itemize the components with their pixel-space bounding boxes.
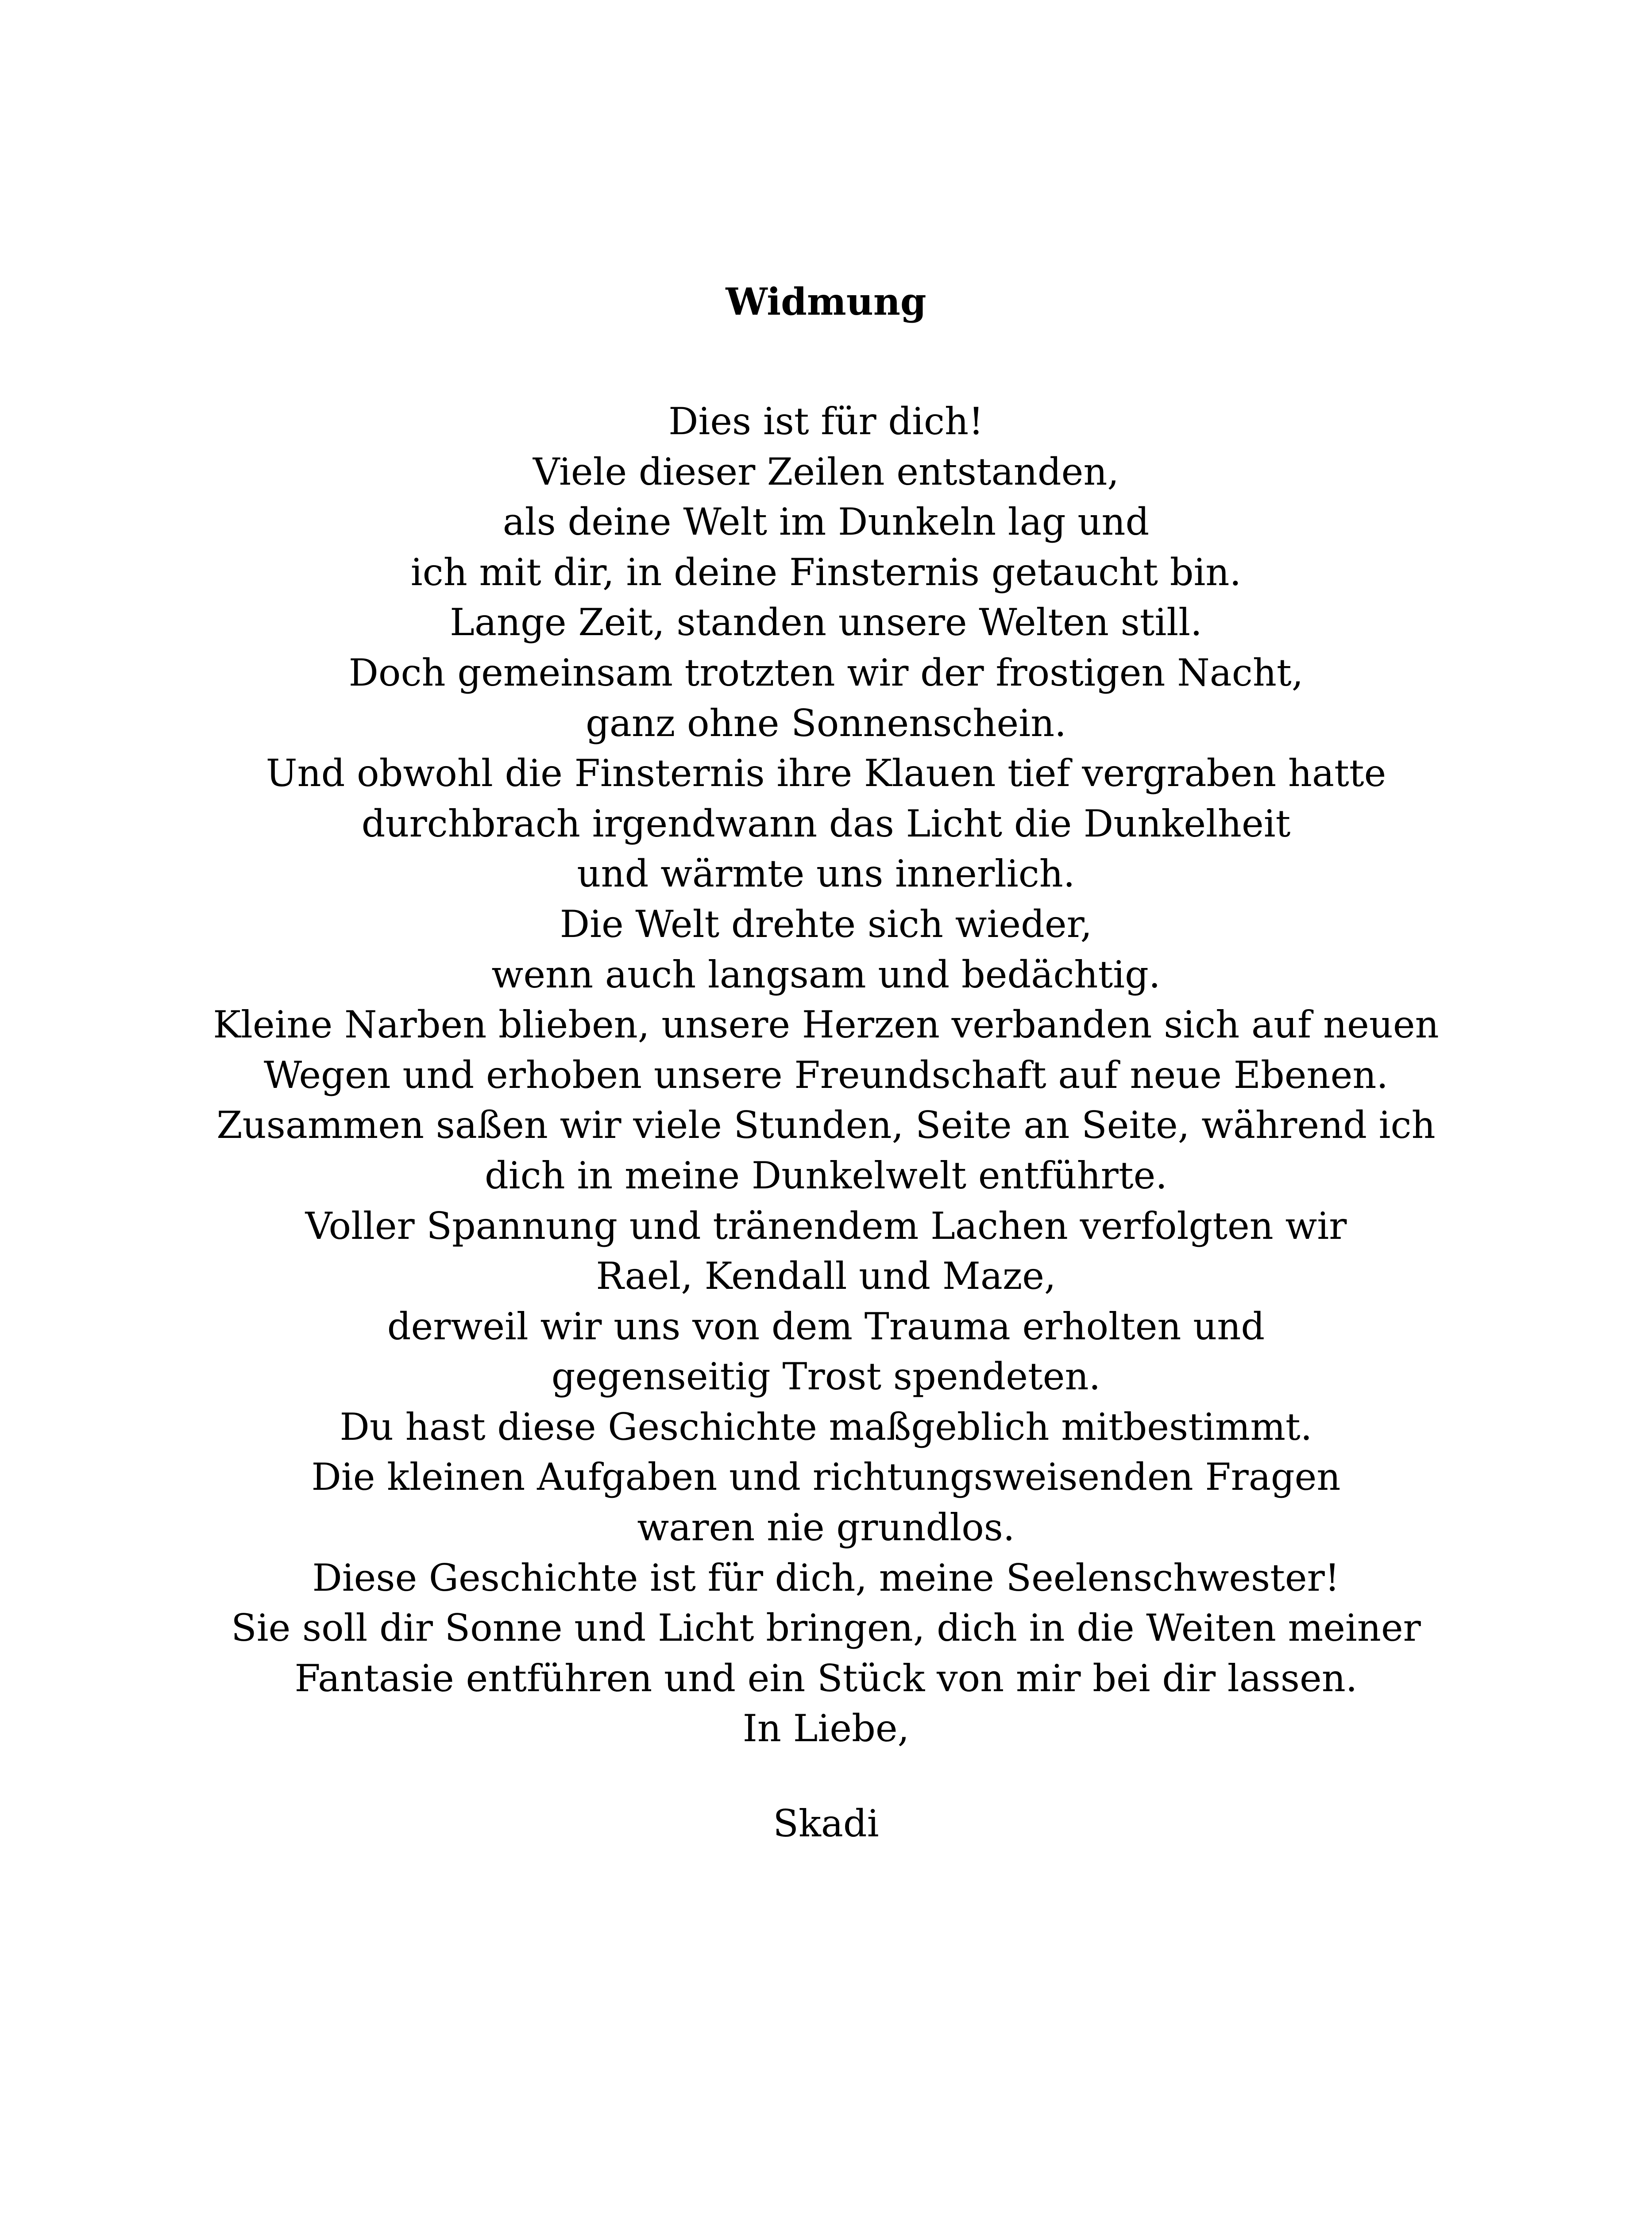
poem-line: Kleine Narben blieben, unsere Herzen verbanden sich auf neuen [213,1003,1439,1047]
poem-line: Die Welt drehte sich wieder, [560,902,1092,946]
poem-line: derweil wir uns von dem Trauma erholten und [387,1304,1265,1348]
poem-line: wenn auch langsam und bedächtig. [491,952,1161,996]
signature: Skadi [773,1802,879,1845]
poem-line: Lange Zeit, standen unsere Welten still. [450,601,1202,644]
poem-line: Viele dieser Zeilen entstanden, [533,450,1119,493]
poem-line: dich in meine Dunkelwelt entführte. [484,1153,1168,1197]
poem-line: ich mit dir, in deine Finsternis getaucht bin. [410,550,1242,594]
poem-line: ganz ohne Sonnenschein. [586,701,1066,745]
poem-line: waren nie grundlos. [637,1506,1015,1550]
page-title: Widmung [726,280,926,324]
poem-line: gegenseitig Trost spendeten. [551,1355,1101,1399]
poem-line: Doch gemeinsam trotzten wir der frostigen Nacht, [348,651,1304,694]
poem-line: Die kleinen Aufgaben und richtungsweisenden Fragen [311,1455,1341,1499]
dedication-text [0,397,1652,1754]
poem-line: Fantasie entführen und ein Stück von mir bei dir lassen. [294,1656,1358,1700]
poem-line: Sie soll dir Sonne und Licht bringen, dich in die Weiten meiner [231,1606,1421,1650]
poem-line: durchbrach irgendwann das Licht die Dunkelheit [361,802,1291,845]
poem-line: als deine Welt im Dunkeln lag und [502,500,1150,544]
poem-line: Wegen und erhoben unsere Freundschaft auf neue Ebenen. [263,1053,1389,1097]
poem-line: Voller Spannung und tränendem Lachen verfolgten wir [305,1204,1347,1248]
poem-line: und wärmte uns innerlich. [577,852,1075,896]
poem-line: Du hast diese Geschichte maßgeblich mitbestimmt. [340,1405,1312,1449]
poem-line: Dies ist für dich! [668,400,984,443]
poem-line: Und obwohl die Finsternis ihre Klauen tief vergraben hatte [266,752,1386,795]
poem-line: Zusammen saßen wir viele Stunden, Seite an Seite, während ich [216,1103,1436,1147]
poem-line: Rael, Kendall und Maze, [596,1254,1056,1298]
poem-line: Diese Geschichte ist für dich, meine Seelenschwester! [312,1556,1340,1600]
poem-line: In Liebe, [742,1707,910,1750]
